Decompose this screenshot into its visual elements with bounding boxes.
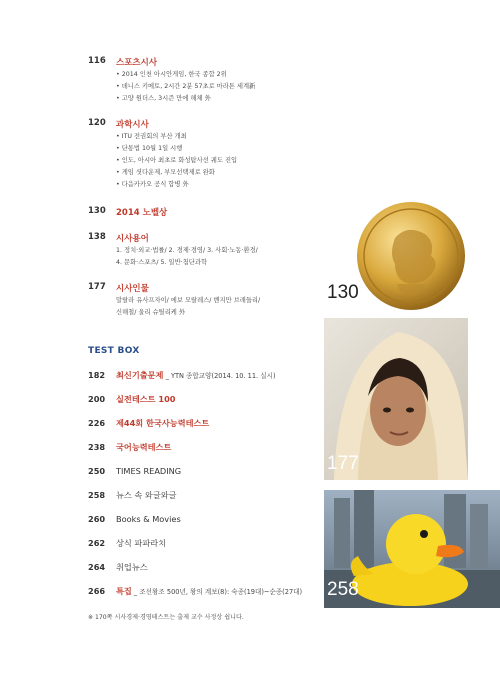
section-title[interactable]: 스포츠시사 [116,58,158,68]
photo-page-number: 177 [327,453,359,474]
section-title[interactable]: 2014 노벨상 [116,208,168,218]
section-title[interactable]: 과학시사 [116,120,149,130]
test-box-row[interactable] [88,442,171,453]
list-item: • 고양 원더스, 3시즌 만에 해체 外 [116,95,211,102]
list-item: • ITU 전권회의 부산 개최 [116,133,187,140]
row-title: TIMES READING [116,466,182,476]
test-box-row[interactable] [88,418,209,429]
list-item: 4. 문화·스포츠/ 5. 일반·첨단과학 [116,259,208,266]
section-title[interactable]: 시사인물 [116,284,149,294]
test-box-row[interactable] [88,370,276,381]
test-box-heading: TEST BOX [88,346,140,356]
test-box-row[interactable] [88,586,302,597]
row-description: _ 조선왕조 500년, 왕의 계보(8): 숙종(19대)~순종(27대) [131,588,303,596]
list-item: • 게임 셧다운제, 부모선택제로 완화 [116,169,215,176]
list-item: 신해철/ 울리 슈틸리케 外 [116,309,186,316]
photo-page-number: 258 [327,579,359,600]
row-title: 최신기출문제 [116,370,164,380]
page-number: 116 [88,56,106,66]
row-title: 뉴스 속 와글와글 [116,490,177,500]
section-title[interactable]: 시사용어 [116,234,149,244]
list-item: 1. 정치·외교·법률/ 2. 경제·경영/ 3. 사회·노동·환경/ [116,247,258,254]
list-item: • 데니스 키메토, 2시간 2분 57초로 마라톤 세계新 [116,83,256,90]
list-item: • 다음카카오 공식 합병 外 [116,181,189,188]
nobel-medal-image [355,200,467,312]
test-box-row[interactable] [88,514,181,524]
test-box-row[interactable] [88,490,177,501]
page-number: 226 [88,418,106,428]
page-number: 266 [88,586,106,596]
photo-page-number: 130 [327,282,359,303]
row-title: 특집 [116,586,132,596]
row-title: 취업뉴스 [116,562,148,572]
page-number: 238 [88,442,106,452]
row-title: 실전테스트 100 [116,394,176,404]
footnote: ※ 170쪽 시사경제·경영테스트는 출제 교수 사정상 쉽니다. [88,614,244,621]
page-number: 258 [88,490,106,500]
test-box-row[interactable] [88,394,176,405]
row-title: Books & Movies [116,514,181,524]
row-description: _ YTN 종합교양(2014. 10. 11. 실시) [163,372,276,380]
list-item: • 인도, 아시아 최초로 화성탐사선 궤도 진입 [116,157,238,164]
page-number: 138 [88,232,106,242]
page-number: 260 [88,514,106,524]
page-number: 177 [88,282,106,292]
page-number: 200 [88,394,106,404]
test-box-row[interactable] [88,538,166,549]
row-title: 국어능력테스트 [116,442,172,452]
list-item: • 2014 인천 아시안게임, 한국 종합 2위 [116,71,227,78]
page-number: 120 [88,118,106,128]
medal-icon [355,200,467,312]
page-number: 182 [88,370,106,380]
list-item: 말랄라 유사프자이/ 에보 모랄레스/ 벤지만 브래들리/ [116,297,261,304]
list-item: • 단통법 10월 1일 시행 [116,145,183,152]
page-number: 264 [88,562,106,572]
row-title: 상식 파파라치 [116,538,167,548]
page-number: 250 [88,466,106,476]
row-title: 제44회 한국사능력테스트 [116,418,210,428]
page-number: 262 [88,538,106,548]
test-box-row[interactable] [88,466,181,476]
test-box-row[interactable] [88,562,148,573]
page-number: 130 [88,206,106,216]
